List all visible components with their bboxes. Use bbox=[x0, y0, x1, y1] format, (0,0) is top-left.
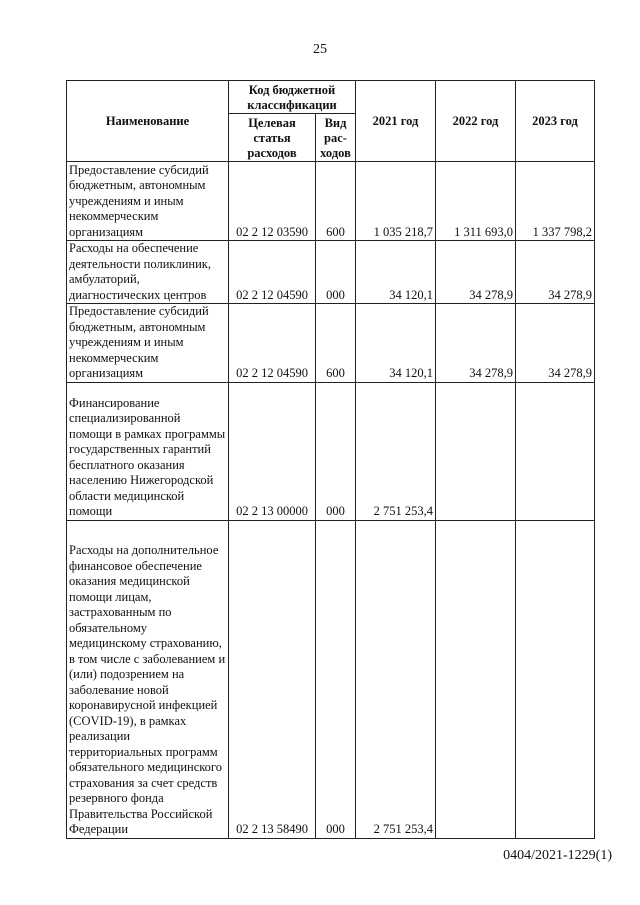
table-row bbox=[67, 241, 595, 304]
row-2023 bbox=[516, 520, 595, 838]
page-number: 25 bbox=[313, 42, 327, 57]
row-2021: 34 120,1 bbox=[356, 241, 436, 304]
row-2021: 34 120,1 bbox=[356, 304, 436, 383]
header-2022: 2022 год bbox=[436, 81, 516, 162]
row-vid: 000 bbox=[316, 520, 356, 838]
row-2023: 34 278,9 bbox=[516, 304, 595, 383]
header-name: Наименование bbox=[67, 81, 229, 162]
row-code: 02 2 12 04590 bbox=[229, 304, 316, 383]
row-code: 02 2 13 00000 bbox=[229, 382, 316, 520]
table-row bbox=[67, 382, 595, 520]
budget-table bbox=[66, 80, 595, 839]
header-target: Целевая статья расходов bbox=[229, 114, 316, 162]
row-2022: 34 278,9 bbox=[436, 304, 516, 383]
row-name: Финансирование специализированной помощи в рамках программы государственных гарантий бесплатного оказания населению Нижегородской области медицинской помощи bbox=[67, 382, 229, 520]
row-vid: 600 bbox=[316, 304, 356, 383]
row-2023: 34 278,9 bbox=[516, 241, 595, 304]
row-name: Предоставление субсидий бюджетным, автономным учреждениям и иным некоммерческим организациям bbox=[67, 162, 229, 241]
header-2023: 2023 год bbox=[516, 81, 595, 162]
header-2021: 2021 год bbox=[356, 81, 436, 162]
row-2021: 2 751 253,4 bbox=[356, 520, 436, 838]
row-vid: 600 bbox=[316, 162, 356, 241]
row-vid: 000 bbox=[316, 241, 356, 304]
row-code: 02 2 12 04590 bbox=[229, 241, 316, 304]
header-vid-line2: ходов bbox=[320, 146, 351, 160]
row-name: Расходы на обеспечение деятельности поликлиник, амбулаторий, диагностических центров bbox=[67, 241, 229, 304]
table-row bbox=[67, 520, 595, 838]
row-2023: 1 337 798,2 bbox=[516, 162, 595, 241]
header-vid bbox=[316, 114, 356, 162]
table-row bbox=[67, 162, 595, 241]
row-2022: 1 311 693,0 bbox=[436, 162, 516, 241]
row-name: Расходы на дополнительное финансовое обеспечение оказания медицинской помощи лицам, застрахованным по обязательному медицинскому страхованию, в том числе с заболеванием и (или) подозрением на заболевание новой коронавирусной инфекцией (COVID-19), в рамках реализации территориальных программ обязательного медицинского страхования за счет средств резервного фонда Правительства Российской Федерации bbox=[67, 520, 229, 838]
row-2023 bbox=[516, 382, 595, 520]
row-code: 02 2 12 03590 bbox=[229, 162, 316, 241]
document-registration-code: 0404/2021-1229(1) bbox=[503, 848, 612, 863]
row-name: Предоставление субсидий бюджетным, автономным учреждениям и иным некоммерческим организациям bbox=[67, 304, 229, 383]
row-2022 bbox=[436, 382, 516, 520]
header-vid-line1: Вид рас- bbox=[324, 116, 347, 145]
row-vid: 000 bbox=[316, 382, 356, 520]
table-row bbox=[67, 304, 595, 383]
row-2022 bbox=[436, 520, 516, 838]
row-2021: 2 751 253,4 bbox=[356, 382, 436, 520]
row-code: 02 2 13 58490 bbox=[229, 520, 316, 838]
header-kbk: Код бюджетной классификации bbox=[229, 81, 356, 114]
row-2022: 34 278,9 bbox=[436, 241, 516, 304]
row-2021: 1 035 218,7 bbox=[356, 162, 436, 241]
